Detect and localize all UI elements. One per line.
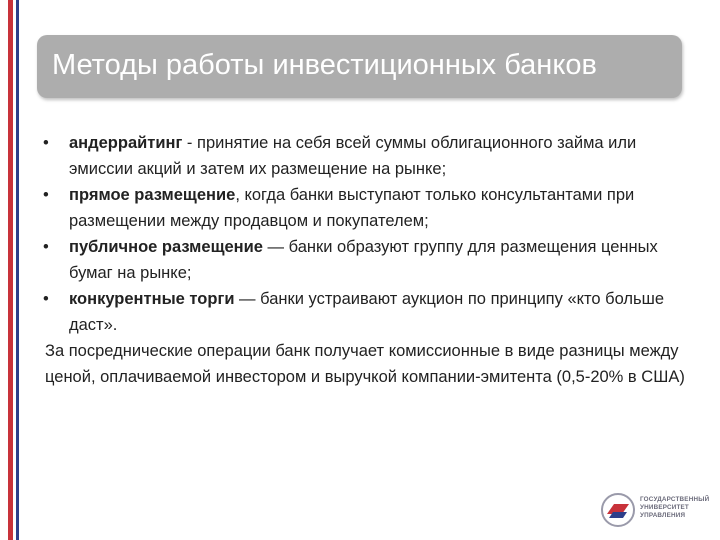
list-item: [45, 286, 685, 338]
left-blue-stripe: [16, 0, 19, 540]
bullet-list: [45, 130, 685, 338]
bullet-dot: •: [43, 186, 49, 204]
title-bar: [37, 35, 682, 98]
bullet-text: , когда банки выступают только консультантами при размещении между продавцом и покупателем;: [69, 186, 635, 230]
bullet-term: конкурентные торги: [69, 290, 235, 308]
bullet-text: — банки устраивают аукцион по принципу «кто больше даст».: [69, 290, 665, 334]
slide-body: [45, 130, 685, 390]
list-item: [45, 234, 685, 286]
slide-title: Методы работы инвестиционных банков: [52, 49, 597, 81]
bullet-term: прямое размещение: [69, 186, 236, 204]
bullet-dot: •: [43, 290, 49, 308]
logo-line: УНИВЕРСИТЕТ: [640, 504, 689, 511]
left-red-stripe: [8, 0, 13, 540]
university-logo: [600, 490, 710, 530]
bullet-term: публичное размещение: [69, 238, 263, 256]
bullet-term: андеррайтинг: [69, 134, 183, 152]
logo-line: УПРАВЛЕНИЯ: [640, 512, 686, 519]
bullet-dot: •: [43, 238, 49, 256]
logo-line: ГОСУДАРСТВЕННЫЙ: [640, 496, 710, 503]
summary-paragraph: За посреднические операции банк получает комиссионные в виде разницы между ценой, оплачиваемой инвестором и выручкой компании-эмитента (0,5-20% в США): [45, 342, 685, 386]
list-item: [45, 130, 685, 182]
logo-text: [640, 496, 710, 520]
bullet-text: - принятие на себя всей суммы облигационного займа или эмиссии акций и затем их размещение на рынке;: [69, 134, 637, 178]
bullet-dot: •: [43, 134, 49, 152]
list-item: [45, 182, 685, 234]
bullet-text: — банки образуют группу для размещения ценных бумаг на рынке;: [69, 238, 658, 282]
university-emblem-icon: [600, 492, 636, 528]
